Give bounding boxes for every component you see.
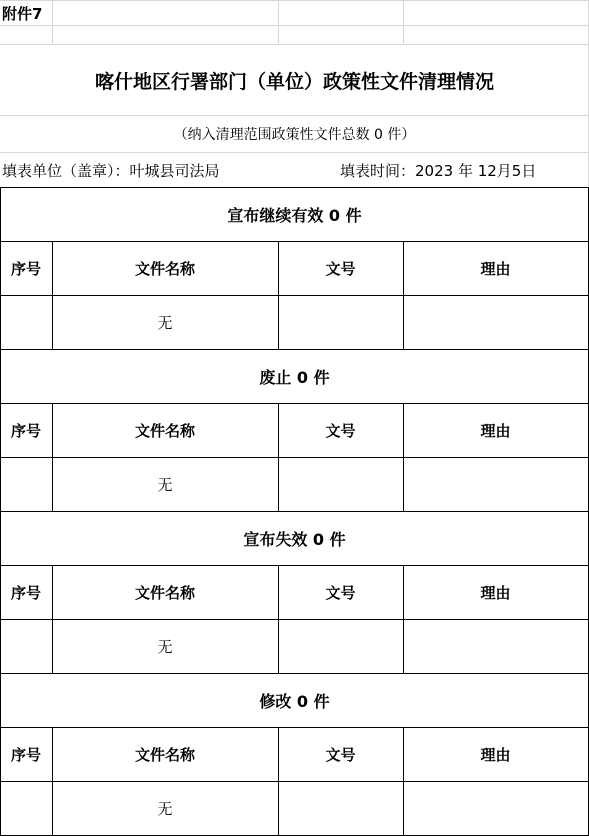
fill-unit: 填表单位（盖章）：叶城县司法局: [2, 161, 220, 180]
border-line: [278, 241, 279, 295]
table-cell-name: 无: [157, 799, 173, 818]
table-cell-name: 无: [157, 475, 173, 494]
col-header-doc-no: 文号: [325, 745, 356, 764]
col-header-doc-no: 文号: [325, 421, 356, 440]
border-line: [0, 349, 1, 403]
border-line: [403, 295, 404, 349]
table-cell-name: 无: [157, 637, 173, 656]
col-header-seq: 序号: [10, 583, 41, 602]
border-line: [403, 457, 404, 511]
col-header-name: 文件名称: [134, 745, 195, 764]
col-header-reason: 理由: [480, 421, 511, 440]
col-header-name: 文件名称: [134, 259, 195, 278]
table-cell-seq: [0, 781, 52, 835]
gridline: [403, 0, 404, 44]
border-line: [278, 565, 279, 619]
border-line: [278, 619, 279, 673]
border-line: [52, 241, 53, 295]
border-line: [0, 781, 1, 835]
border-line: [403, 781, 404, 835]
col-header-seq: 序号: [10, 259, 41, 278]
border-line: [403, 565, 404, 619]
col-header-name: 文件名称: [134, 421, 195, 440]
border-line: [52, 403, 53, 457]
col-header-reason: 理由: [480, 259, 511, 278]
border-line: [0, 511, 1, 565]
table-cell-doc-no: [278, 457, 403, 511]
border-line: [0, 673, 1, 727]
col-header-name: 文件名称: [134, 583, 195, 602]
col-header-reason: 理由: [480, 583, 511, 602]
border-line: [52, 295, 53, 349]
border-line: [52, 457, 53, 511]
subtitle: （纳入清理范围政策性文件总数 0 件）: [173, 127, 416, 143]
border-line: [0, 565, 1, 619]
border-line: [52, 727, 53, 781]
table-cell-reason: [403, 619, 588, 673]
col-header-doc-no: 文号: [325, 259, 356, 278]
gridline: [278, 0, 279, 44]
section-heading: 修改 0 件: [259, 691, 330, 711]
border-line: [278, 403, 279, 457]
border-line: [278, 781, 279, 835]
border-line: [52, 619, 53, 673]
table-cell-reason: [403, 781, 588, 835]
border-line: [0, 241, 1, 295]
table-cell-seq: [0, 457, 52, 511]
table-cell-doc-no: [278, 619, 403, 673]
border-line: [0, 457, 1, 511]
col-header-seq: 序号: [10, 745, 41, 764]
border-line: [278, 295, 279, 349]
section-heading: 宣布继续有效 0 件: [227, 205, 362, 225]
table-cell-reason: [403, 295, 588, 349]
border-line: [0, 403, 1, 457]
table-cell-doc-no: [278, 781, 403, 835]
border-line: [278, 727, 279, 781]
border-line: [52, 781, 53, 835]
border-line: [403, 241, 404, 295]
border-line: [403, 727, 404, 781]
border-line: [0, 295, 1, 349]
border-line: [0, 187, 1, 241]
border-line: [0, 727, 1, 781]
col-header-doc-no: 文号: [325, 583, 356, 602]
table-cell-seq: [0, 619, 52, 673]
attachment-label: 附件7: [2, 4, 43, 23]
col-header-reason: 理由: [480, 745, 511, 764]
fill-time: 填表时间：2023 年 12月5日: [340, 161, 537, 180]
border-line: [278, 457, 279, 511]
border-line: [0, 619, 1, 673]
col-header-seq: 序号: [10, 421, 41, 440]
border-line: [403, 403, 404, 457]
page-title: 喀什地区行署部门（单位）政策性文件清理情况: [94, 70, 494, 93]
border-line: [52, 565, 53, 619]
section-heading: 宣布失效 0 件: [243, 529, 346, 549]
table-cell-reason: [403, 457, 588, 511]
border-line: [403, 619, 404, 673]
table-cell-name: 无: [157, 313, 173, 332]
table-cell-doc-no: [278, 295, 403, 349]
section-heading: 废止 0 件: [259, 367, 330, 387]
table-cell-seq: [0, 295, 52, 349]
